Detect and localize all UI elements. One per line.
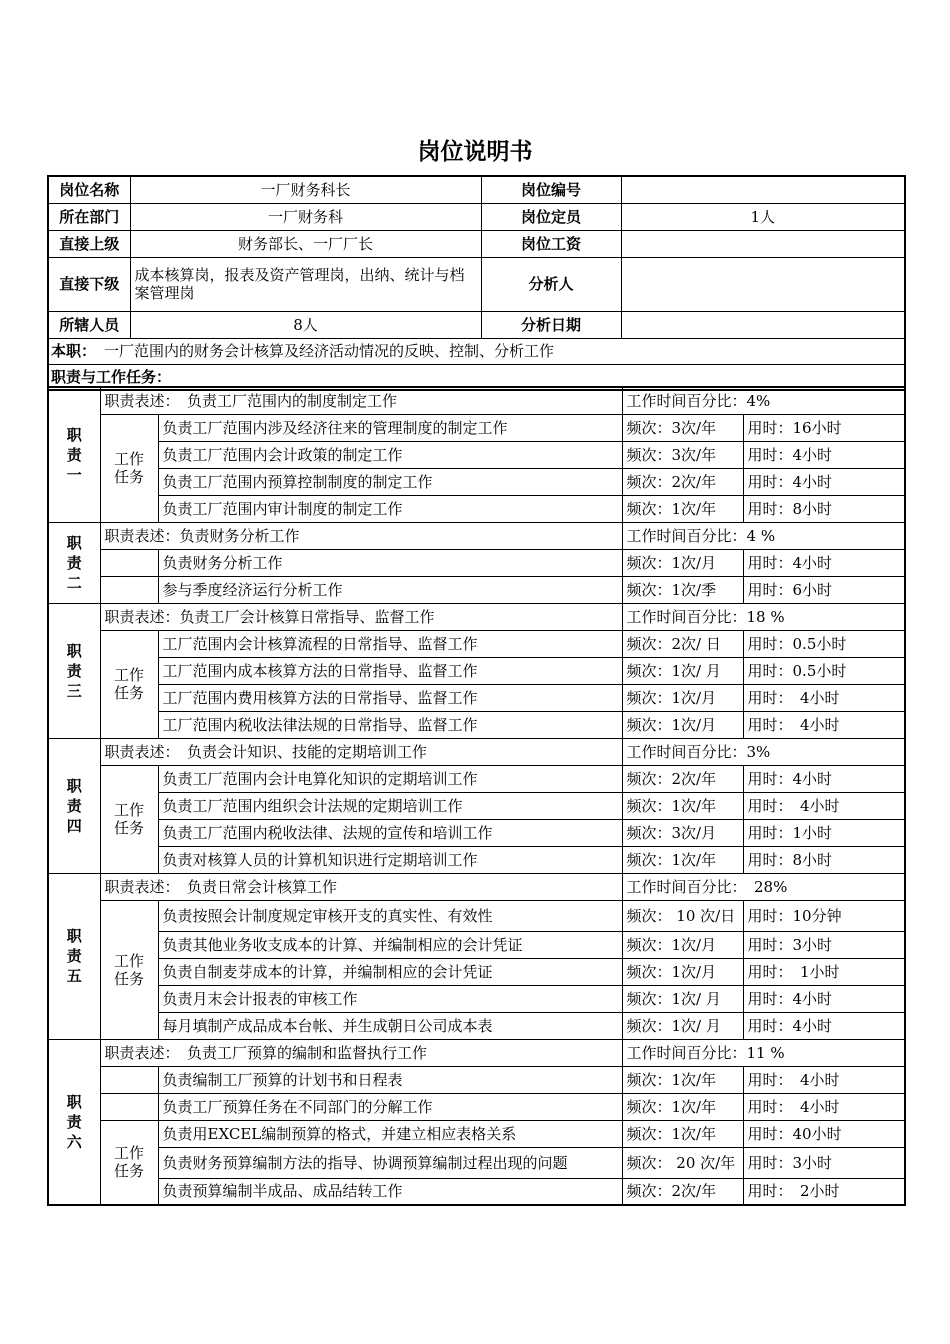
duty-time-percent: 工作时间百分比：11 %: [622, 1039, 905, 1066]
duty-desc-row: [48, 873, 905, 900]
task-text: 负责对核算人员的计算机知识进行定期培训工作: [158, 846, 622, 873]
task-text: 负责自制麦芽成本的计算，并编制相应的会计凭证: [158, 958, 622, 985]
task-duration: 用时：3小时: [743, 931, 905, 958]
info-row: [48, 176, 905, 203]
task-text: 负责月末会计报表的审核工作: [158, 985, 622, 1012]
duty-label: 职责二: [48, 522, 100, 603]
task-row: [48, 549, 905, 576]
task-text: 工厂范围内税收法律法规的日常指导、监督工作: [158, 711, 622, 738]
task-text: 负责编制工厂预算的计划书和日程表: [158, 1066, 622, 1093]
task-duration: 用时：16小时: [743, 414, 905, 441]
analyst-value: [621, 257, 905, 311]
task-row: [48, 900, 905, 931]
task-text: 负责用EXCEL编制预算的格式，并建立相应表格关系: [158, 1120, 622, 1147]
mission-label: 本职：: [51, 342, 97, 360]
task-frequency: 频次：2次/年: [622, 765, 743, 792]
task-frequency: 频次：1次/ 月: [622, 657, 743, 684]
task-row: [48, 468, 905, 495]
duties-table: [47, 386, 906, 1206]
task-group-label: 工作任务: [100, 765, 158, 873]
salary-value: [621, 230, 905, 257]
task-frequency: 频次：1次/年: [622, 495, 743, 522]
position-name-value: 一厂财务科长: [130, 176, 481, 203]
task-duration: 用时：1小时: [743, 819, 905, 846]
task-text: 参与季度经济运行分析工作: [158, 576, 622, 603]
task-frequency: 频次：1次/月: [622, 684, 743, 711]
duty-description: 职责表述： 负责日常会计核算工作: [100, 873, 622, 900]
task-row: [48, 441, 905, 468]
duty-label: 职责六: [48, 1039, 100, 1205]
task-duration: 用时：4小时: [743, 1012, 905, 1039]
task-row: [48, 958, 905, 985]
duty-time-percent: 工作时间百分比：18 %: [622, 603, 905, 630]
task-group-label: 工作任务: [100, 900, 158, 1039]
mission-row: [48, 338, 905, 364]
task-text: 负责财务预算编制方法的指导、协调预算编制过程出现的问题: [158, 1147, 622, 1178]
task-text: 负责工厂范围内会计政策的制定工作: [158, 441, 622, 468]
task-text: 负责工厂范围内会计电算化知识的定期培训工作: [158, 765, 622, 792]
info-row: [48, 257, 905, 311]
task-group-label: 工作任务: [100, 1120, 158, 1205]
task-duration: 用时：40小时: [743, 1120, 905, 1147]
task-duration: 用时：10分钟: [743, 900, 905, 931]
position-name-label: 岗位名称: [48, 176, 130, 203]
task-duration: 用时：8小时: [743, 846, 905, 873]
task-duration: 用时： 2小时: [743, 1178, 905, 1205]
page-title: 岗位说明书: [417, 139, 533, 165]
duty-desc-row: [48, 603, 905, 630]
task-text: 负责工厂范围内审计制度的制定工作: [158, 495, 622, 522]
task-text: 负责工厂范围内预算控制制度的制定工作: [158, 468, 622, 495]
direct-subordinate-value: 成本核算岗，报表及资产管理岗，出纳、统计与档案管理岗: [130, 257, 481, 311]
task-frequency: 频次：1次/月: [622, 549, 743, 576]
task-row: [48, 1120, 905, 1147]
duty-time-percent: 工作时间百分比：4%: [622, 387, 905, 414]
staff-label: 所辖人员: [48, 311, 130, 338]
task-text: 负责其他业务收支成本的计算、并编制相应的会计凭证: [158, 931, 622, 958]
analyst-label: 分析人: [481, 257, 621, 311]
task-duration: 用时：8小时: [743, 495, 905, 522]
task-frequency: 频次：2次/ 日: [622, 630, 743, 657]
task-row: [48, 576, 905, 603]
duty-description: 职责表述： 负责会计知识、技能的定期培训工作: [100, 738, 622, 765]
task-row: [48, 846, 905, 873]
duty-time-percent: 工作时间百分比：3%: [622, 738, 905, 765]
task-frequency: 频次：1次/年: [622, 792, 743, 819]
task-row: [48, 931, 905, 958]
task-frequency: 频次：1次/月: [622, 711, 743, 738]
task-duration: 用时：3小时: [743, 1147, 905, 1178]
duty-desc-row: [48, 738, 905, 765]
task-group-blank: [100, 576, 158, 603]
task-text: 每月填制产成品成本台帐、并生成朝日公司成本表: [158, 1012, 622, 1039]
duty-description: 职责表述： 负责工厂预算的编制和监督执行工作: [100, 1039, 622, 1066]
duty-label: 职责五: [48, 873, 100, 1039]
task-duration: 用时： 4小时: [743, 711, 905, 738]
mission-text: 一厂范围内的财务会计核算及经济活动情况的反映、控制、分析工作: [104, 342, 555, 360]
task-frequency: 频次：3次/月: [622, 819, 743, 846]
task-row: [48, 630, 905, 657]
duty-desc-row: [48, 522, 905, 549]
task-group-blank: [100, 1066, 158, 1093]
task-frequency: 频次：1次/年: [622, 1093, 743, 1120]
task-row: [48, 1178, 905, 1205]
direct-superior-label: 直接上级: [48, 230, 130, 257]
duty-desc-row: [48, 387, 905, 414]
task-duration: 用时：4小时: [743, 441, 905, 468]
duty-description: 职责表述：负责工厂会计核算日常指导、监督工作: [100, 603, 622, 630]
position-info-table: [47, 175, 906, 391]
task-frequency: 频次：1次/ 月: [622, 1012, 743, 1039]
task-frequency: 频次：3次/年: [622, 414, 743, 441]
task-duration: 用时：4小时: [743, 468, 905, 495]
task-text: 负责按照会计制度规定审核开支的真实性、有效性: [158, 900, 622, 931]
task-frequency: 频次：1次/月: [622, 958, 743, 985]
task-duration: 用时： 4小时: [743, 1093, 905, 1120]
task-duration: 用时：0.5小时: [743, 657, 905, 684]
headcount-value: 1人: [621, 203, 905, 230]
duties-header: 职责与工作任务：: [48, 364, 905, 390]
task-row: [48, 1066, 905, 1093]
task-frequency: 频次：1次/年: [622, 846, 743, 873]
duty-description: 职责表述：负责财务分析工作: [100, 522, 622, 549]
task-text: 工厂范围内会计核算流程的日常指导、监督工作: [158, 630, 622, 657]
info-row: [48, 230, 905, 257]
task-row: [48, 711, 905, 738]
task-row: [48, 819, 905, 846]
task-row: [48, 985, 905, 1012]
task-frequency: 频次：1次/季: [622, 576, 743, 603]
task-text: 工厂范围内成本核算方法的日常指导、监督工作: [158, 657, 622, 684]
department-label: 所在部门: [48, 203, 130, 230]
info-row: [48, 203, 905, 230]
task-row: [48, 1012, 905, 1039]
task-text: 负责工厂预算任务在不同部门的分解工作: [158, 1093, 622, 1120]
direct-superior-value: 财务部长、一厂厂长: [130, 230, 481, 257]
task-group-label: 工作任务: [100, 630, 158, 738]
duty-label: 职责一: [48, 387, 100, 522]
duty-description: 职责表述： 负责工厂范围内的制度制定工作: [100, 387, 622, 414]
task-row: [48, 657, 905, 684]
position-code-value: [621, 176, 905, 203]
task-row: [48, 765, 905, 792]
duty-desc-row: [48, 1039, 905, 1066]
task-row: [48, 684, 905, 711]
task-frequency: 频次：1次/年: [622, 1066, 743, 1093]
task-duration: 用时：4小时: [743, 549, 905, 576]
task-row: [48, 414, 905, 441]
task-text: 负责工厂范围内组织会计法规的定期培训工作: [158, 792, 622, 819]
duty-label: 职责三: [48, 603, 100, 738]
task-row: [48, 1147, 905, 1178]
task-duration: 用时：4小时: [743, 765, 905, 792]
task-duration: 用时： 4小时: [743, 684, 905, 711]
task-frequency: 频次： 20 次/年: [622, 1147, 743, 1178]
task-duration: 用时： 4小时: [743, 1066, 905, 1093]
task-text: 负责工厂范围内涉及经济往来的管理制度的制定工作: [158, 414, 622, 441]
task-row: [48, 495, 905, 522]
task-frequency: 频次：1次/月: [622, 931, 743, 958]
staff-value: 8人: [130, 311, 481, 338]
duty-time-percent: 工作时间百分比：4 %: [622, 522, 905, 549]
analysis-date-value: [621, 311, 905, 338]
task-row: [48, 792, 905, 819]
task-duration: 用时：4小时: [743, 985, 905, 1012]
duty-time-percent: 工作时间百分比： 28%: [622, 873, 905, 900]
task-group-blank: [100, 549, 158, 576]
info-row: [48, 311, 905, 338]
task-frequency: 频次： 10 次/日: [622, 900, 743, 931]
department-value: 一厂财务科: [130, 203, 481, 230]
duty-label: 职责四: [48, 738, 100, 873]
task-text: 负责工厂范围内税收法律、法规的宣传和培训工作: [158, 819, 622, 846]
headcount-label: 岗位定员: [481, 203, 621, 230]
task-duration: 用时：6小时: [743, 576, 905, 603]
task-duration: 用时：0.5小时: [743, 630, 905, 657]
position-code-label: 岗位编号: [481, 176, 621, 203]
task-group-label: 工作任务: [100, 414, 158, 522]
task-duration: 用时： 1小时: [743, 958, 905, 985]
task-group-blank: [100, 1093, 158, 1120]
task-frequency: 频次：1次/ 月: [622, 985, 743, 1012]
salary-label: 岗位工资: [481, 230, 621, 257]
task-text: 工厂范围内费用核算方法的日常指导、监督工作: [158, 684, 622, 711]
task-row: [48, 1093, 905, 1120]
task-frequency: 频次：3次/年: [622, 441, 743, 468]
task-frequency: 频次：2次/年: [622, 468, 743, 495]
task-text: 负责财务分析工作: [158, 549, 622, 576]
analysis-date-label: 分析日期: [481, 311, 621, 338]
direct-subordinate-label: 直接下级: [48, 257, 130, 311]
task-frequency: 频次：2次/年: [622, 1178, 743, 1205]
task-frequency: 频次：1次/年: [622, 1120, 743, 1147]
task-text: 负责预算编制半成品、成品结转工作: [158, 1178, 622, 1205]
task-duration: 用时： 4小时: [743, 792, 905, 819]
